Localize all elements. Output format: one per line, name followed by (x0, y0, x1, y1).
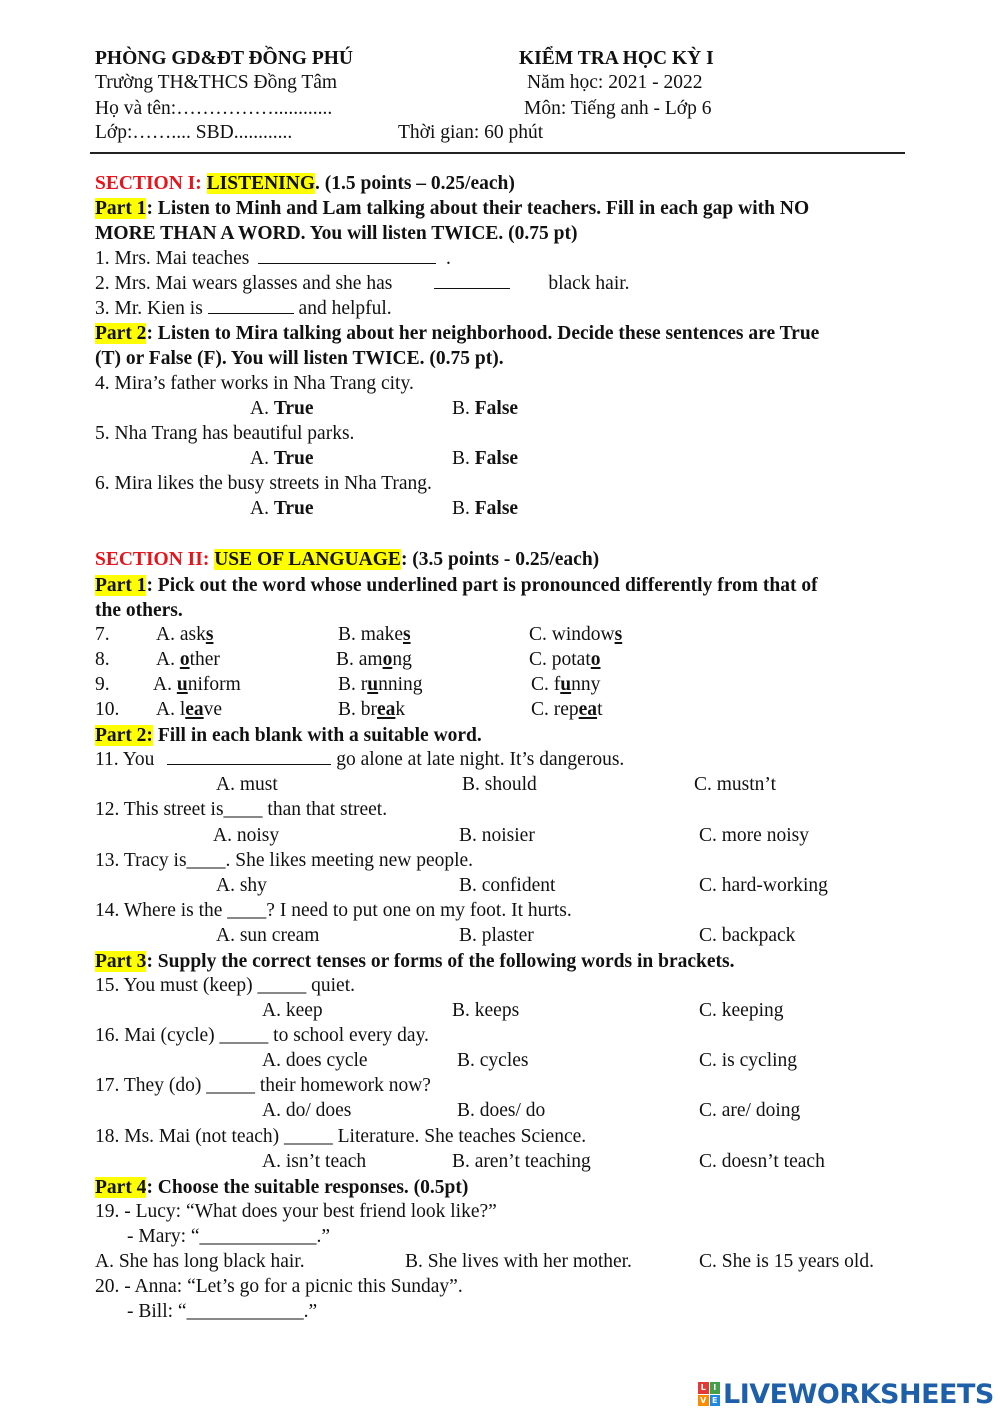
option-c[interactable]: C. mustn’t (694, 774, 776, 795)
word-part: nny (571, 674, 601, 695)
part-instruction: : Choose the suitable responses. (0.5pt) (146, 1177, 469, 1198)
word-part: A. (153, 674, 177, 695)
option-b[interactable] (338, 698, 405, 722)
word-part: A. (156, 649, 180, 670)
underlined-part: o (179, 649, 190, 670)
question-number: 7. (95, 624, 110, 645)
school-year: Năm học: 2021 - 2022 (527, 72, 703, 93)
option-c[interactable]: C. more noisy (699, 825, 809, 846)
option-prefix: A. (250, 448, 274, 469)
answer-blank[interactable] (258, 247, 436, 264)
section2-colon: : (202, 549, 215, 570)
section1-name: LISTENING (206, 173, 315, 194)
time-limit: Thời gian: 60 phút (398, 122, 544, 143)
part-instruction: : Pick out the word whose underlined part is pronounced differently from that of (146, 575, 818, 596)
part-label: Part 2: (95, 725, 153, 746)
word-part: k (395, 699, 406, 720)
section2-points: : (3.5 points - 0.25/each) (400, 549, 600, 570)
section1-part1-line2: MORE THAN A WORD. You will listen TWICE. (0.75 pt) (95, 223, 578, 244)
option-b[interactable]: B. plaster (459, 925, 534, 946)
word-part: C. potat (529, 649, 591, 670)
option-c[interactable] (531, 673, 600, 697)
option-c[interactable]: C. is cycling (699, 1050, 798, 1071)
word-part: A. ask (156, 624, 206, 645)
logo-letter: L (698, 1382, 709, 1394)
word-part: ther (189, 649, 220, 670)
part-label: Part 1 (95, 575, 147, 596)
answer-blank[interactable] (208, 297, 294, 314)
part-label: Part 2 (95, 323, 147, 344)
section1-label: SECTION I (95, 173, 196, 194)
option-true[interactable] (250, 497, 314, 521)
logo-letter: V (698, 1395, 709, 1407)
option-c[interactable]: C. hard-working (699, 875, 828, 896)
underlined-part: u (560, 674, 572, 695)
word-part: niform (187, 674, 241, 695)
word-part: B. br (338, 699, 377, 720)
option-c[interactable]: C. backpack (699, 925, 796, 946)
option-c[interactable]: C. are/ doing (699, 1100, 801, 1121)
question-17: 17. They (do) _____ their homework now? (95, 1075, 431, 1096)
liveworksheets-icon (698, 1382, 720, 1406)
section2-part4-heading (95, 1176, 468, 1200)
question-20-response: - Bill: “____________.” (127, 1301, 318, 1322)
section2-heading (95, 548, 599, 572)
option-text: True (273, 498, 314, 519)
option-b[interactable] (336, 648, 412, 672)
option-text: False (474, 398, 519, 419)
section1-heading (95, 172, 515, 196)
answer-blank[interactable] (434, 272, 510, 289)
word-part: B. am (336, 649, 383, 670)
logo-letter: I (710, 1382, 721, 1394)
option-a[interactable]: A. must (216, 774, 278, 795)
section2-name: USE OF LANGUAGE (214, 549, 401, 570)
word-part: C. rep (531, 699, 579, 720)
school-name: Trường TH&THCS Đồng Tâm (95, 72, 338, 93)
question-19-response: - Mary: “____________.” (127, 1226, 331, 1247)
option-c[interactable] (531, 698, 602, 722)
option-a[interactable]: A. do/ does (262, 1100, 352, 1121)
question-6: 6. Mira likes the busy streets in Nha Trang. (95, 473, 432, 494)
underlined-part: s (614, 624, 623, 645)
question-1 (95, 247, 451, 271)
question-text: 1. Mrs. Mai teaches (95, 248, 250, 269)
question-number: 10. (95, 699, 120, 720)
question-text: 3. Mr. Kien is (95, 298, 203, 319)
subject-label: Môn: Tiếng anh - Lớp 6 (524, 98, 712, 119)
option-true[interactable] (250, 447, 314, 471)
liveworksheets-logo (698, 1378, 994, 1410)
part-label: Part 1 (95, 198, 147, 219)
word-part: ve (203, 699, 223, 720)
question-3 (95, 297, 392, 321)
option-b[interactable]: B. confident (459, 875, 556, 896)
part-instruction: : Listen to Minh and Lam talking about their teachers. Fill in each gap with NO (146, 198, 810, 219)
option-b[interactable]: B. keeps (452, 1000, 520, 1021)
option-a[interactable] (156, 698, 222, 722)
option-a[interactable] (156, 648, 220, 672)
option-b[interactable]: B. She lives with her mother. (405, 1251, 632, 1272)
section1-part2-line1 (95, 322, 819, 346)
option-a[interactable]: A. does cycle (262, 1050, 368, 1071)
part-instruction: : Supply the correct tenses or forms of the following words in brackets. (146, 951, 735, 972)
section1-points: . (1.5 points – 0.25/each) (315, 173, 515, 194)
option-false[interactable] (452, 497, 518, 521)
option-text: False (474, 448, 519, 469)
option-c[interactable]: C. keeping (699, 1000, 784, 1021)
option-true[interactable] (250, 397, 314, 421)
option-prefix: B. (452, 398, 475, 419)
option-c[interactable]: C. doesn’t teach (699, 1151, 825, 1172)
option-a[interactable] (153, 673, 241, 697)
word-part: A. l (156, 699, 186, 720)
question-2 (95, 272, 630, 296)
option-b[interactable] (338, 673, 423, 697)
underlined-part: o (382, 649, 393, 670)
underlined-part: ea (377, 699, 396, 720)
option-text: True (273, 398, 314, 419)
word-part: C. window (529, 624, 615, 645)
question-13: 13. Tracy is____. She likes meeting new people. (95, 850, 474, 871)
question-number: 8. (95, 649, 110, 670)
underlined-part: ea (185, 699, 204, 720)
word-part: B. make (338, 624, 403, 645)
part-label: Part 4 (95, 1177, 147, 1198)
department-name: PHÒNG GD&ĐT ĐỒNG PHÚ (95, 48, 354, 69)
answer-blank[interactable] (167, 748, 331, 765)
option-a[interactable]: A. She has long black hair. (95, 1251, 305, 1272)
option-b[interactable] (338, 623, 411, 647)
option-b[interactable]: B. noisier (459, 825, 535, 846)
option-text: False (474, 498, 519, 519)
question-end: and helpful. (298, 298, 392, 319)
section2-part1-line2: the others. (95, 600, 183, 621)
logo-text: LIVEWORKSHEETS (723, 1378, 994, 1410)
word-part: nning (378, 674, 423, 695)
part-label: Part 3 (95, 951, 147, 972)
option-a[interactable]: A. sun cream (216, 925, 320, 946)
question-18: 18. Ms. Mai (not teach) _____ Literature. She teaches Science. (95, 1126, 587, 1147)
option-a[interactable] (156, 623, 213, 647)
logo-letter: E (710, 1395, 721, 1407)
question-20: 20. - Anna: “Let’s go for a picnic this Sunday”. (95, 1276, 463, 1297)
question-number: 9. (95, 674, 110, 695)
option-false[interactable] (452, 447, 518, 471)
section2-part2-heading (95, 724, 482, 748)
question-12: 12. This street is____ than that street. (95, 799, 388, 820)
word-part: B. r (338, 674, 368, 695)
question-11 (95, 748, 624, 772)
option-c[interactable] (529, 623, 622, 647)
question-15: 15. You must (keep) _____ quiet. (95, 975, 355, 996)
student-name-field: Họ và tên:……………............ (95, 98, 333, 119)
question-text: 2. Mrs. Mai wears glasses and she has (95, 273, 393, 294)
option-prefix: A. (250, 498, 274, 519)
part-instruction: Fill in each blank with a suitable word. (152, 725, 482, 746)
option-b[interactable]: B. should (462, 774, 537, 795)
section2-label: SECTION II (95, 549, 203, 570)
option-b[interactable]: B. does/ do (457, 1100, 546, 1121)
question-14: 14. Where is the ____? I need to put one on my foot. It hurts. (95, 900, 572, 921)
option-false[interactable] (452, 397, 518, 421)
option-c[interactable] (529, 648, 601, 672)
question-5: 5. Nha Trang has beautiful parks. (95, 423, 355, 444)
underlined-part: u (367, 674, 379, 695)
exam-title: KIỂM TRA HỌC KỲ I (519, 48, 714, 69)
underlined-part: o (590, 649, 601, 670)
question-text: 11. You (95, 749, 155, 770)
underlined-part: ea (578, 699, 598, 720)
question-end: go alone at late night. It’s dangerous. (336, 749, 625, 770)
option-c[interactable]: C. She is 15 years old. (699, 1251, 874, 1272)
option-b[interactable]: B. aren’t teaching (452, 1151, 591, 1172)
underlined-part: u (176, 674, 188, 695)
section1-part1-line1 (95, 197, 809, 221)
option-b[interactable]: B. cycles (457, 1050, 529, 1071)
class-field: Lớp:…….... SBD............ (95, 122, 293, 143)
underlined-part: s (402, 624, 411, 645)
section2-part1-line1 (95, 574, 818, 598)
question-end: . (445, 248, 451, 269)
section1-colon: : (195, 173, 207, 194)
option-a[interactable]: A. isn’t teach (262, 1151, 367, 1172)
option-text: True (273, 448, 314, 469)
option-prefix: B. (452, 448, 475, 469)
underlined-part: s (205, 624, 214, 645)
section1-part2-line2: (T) or False (F). You will listen TWICE. (0.75 pt). (95, 348, 504, 369)
word-part: t (597, 699, 603, 720)
header-divider (90, 152, 905, 154)
question-19: 19. - Lucy: “What does your best friend look like?” (95, 1201, 497, 1222)
option-a[interactable]: A. shy (216, 875, 267, 896)
option-prefix: A. (250, 398, 274, 419)
option-a[interactable]: A. keep (262, 1000, 323, 1021)
word-part: ng (392, 649, 412, 670)
option-a[interactable]: A. noisy (213, 825, 280, 846)
question-end: black hair. (548, 273, 630, 294)
section2-part3-heading (95, 950, 734, 974)
question-16: 16. Mai (cycle) _____ to school every day. (95, 1025, 429, 1046)
part-instruction: : Listen to Mira talking about her neighborhood. Decide these sentences are True (146, 323, 820, 344)
question-4: 4. Mira’s father works in Nha Trang city. (95, 373, 414, 394)
word-part: C. f (531, 674, 561, 695)
option-prefix: B. (452, 498, 475, 519)
